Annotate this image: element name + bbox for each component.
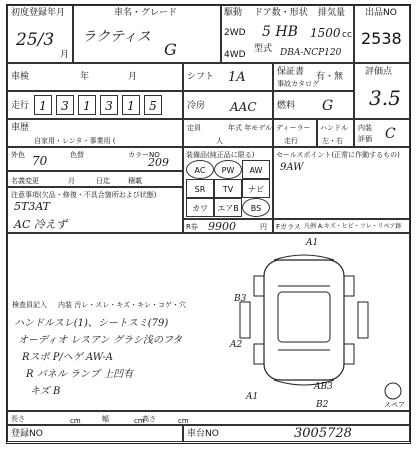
diagram-mark-ab3: AB3: [314, 382, 333, 392]
sales-point-label: セールスポイント(正常に作動するもの): [276, 151, 400, 159]
mileage-cell: [7, 91, 183, 119]
reg-no-label: 登録NO: [11, 429, 43, 439]
equipment-item: TV: [214, 179, 242, 198]
r-ticket-cell: [183, 219, 273, 233]
mileage-digit: 1: [34, 95, 52, 115]
drive-cell: [221, 5, 354, 63]
fglass-label: Fガラス: [276, 223, 301, 231]
side-panel-right: [358, 302, 368, 338]
sales-point-cell: [273, 147, 410, 219]
dimensions-cell: [7, 411, 410, 425]
equipment-label: 装備品(純正品に限る): [186, 151, 255, 159]
equipment-item: カワ: [186, 198, 214, 217]
inspector-note-line: R パネル ランプ 上凹有: [26, 369, 134, 380]
car-body-outline: [264, 260, 344, 380]
car-roof: [278, 292, 330, 342]
dealer-value: 走行: [284, 137, 298, 145]
equipment-item: AW: [242, 160, 270, 179]
displacement-value: 1500: [310, 26, 341, 40]
exhibit-no-value: 2538: [361, 29, 402, 48]
inspector-area: [7, 233, 410, 411]
sales-point-value: 9AW: [280, 162, 304, 173]
eval-cell: [354, 63, 410, 119]
auction-sheet: [6, 4, 411, 444]
name-change-label: 名義変更: [11, 177, 39, 185]
wheel-fr: [344, 276, 354, 296]
outer-color-label: 外色: [11, 151, 25, 159]
history-cell: [7, 119, 183, 147]
capacity-unit: 人: [216, 137, 223, 145]
chassis-label: 車台NO: [187, 429, 219, 439]
model-label: 型式: [254, 44, 273, 54]
cc-unit: cc: [342, 30, 352, 40]
fuel-label: 燃料: [277, 101, 296, 111]
inspector-note-line: ハンドルスレ(1)、シートスミ(79): [14, 318, 169, 329]
name-change-month: 月: [68, 177, 75, 185]
equipment-item: BS: [242, 198, 270, 217]
inspection-label: 車検: [11, 72, 30, 82]
first-reg-label: 初度登録年月: [11, 8, 66, 18]
diagram-mark-a2: A2: [230, 340, 243, 350]
mileage-digit: 1: [78, 95, 96, 115]
history-options: 自家用・レンタ・事業用 (: [34, 137, 116, 145]
capacity-cell: [183, 119, 273, 147]
inspector-note-line: キズ B: [30, 386, 61, 397]
exhibit-no-cell: [354, 5, 410, 63]
colors-cell: [7, 147, 183, 171]
fglass-cell: [273, 219, 410, 233]
ac-cell: [183, 91, 273, 119]
wheel-fl: [254, 276, 264, 296]
shift-label: シフト: [187, 72, 215, 82]
interior-cell: [354, 119, 410, 147]
door-value: 5 HB: [262, 24, 298, 40]
color-change-label: 色替: [70, 151, 84, 159]
car-name-value: ラクティス: [82, 29, 151, 45]
handle-cell: [317, 119, 354, 147]
name-change-date: 日迄: [96, 177, 110, 185]
warranty-cell: [273, 63, 354, 91]
door-label: ドア数・形状: [254, 8, 308, 18]
car-diagram: [234, 246, 384, 396]
front-bumper: [274, 255, 334, 260]
notes-line2: AC 冷えず: [14, 218, 67, 231]
diagram-mark-b3: B3: [234, 294, 247, 304]
ac-value: AAC: [230, 100, 257, 114]
inspection-month-unit: 月: [128, 72, 138, 82]
mileage-digit: 1: [122, 95, 140, 115]
handle-value: 左・右: [322, 137, 343, 145]
model-value: DBA-NCP120: [280, 48, 342, 58]
interior-eval: 評価: [358, 135, 372, 143]
mileage-digit: 3: [56, 95, 74, 115]
height-unit: cm: [178, 417, 189, 425]
first-reg-cell: [7, 5, 73, 63]
recycle-cell: [7, 171, 183, 187]
exhibit-no-label: 出品NO: [365, 8, 397, 18]
side-panel-left: [240, 302, 250, 338]
reg-no-cell: [7, 425, 183, 442]
inspector-note-line: オーディオ レスアン グラシ浅のフタ: [18, 335, 183, 346]
ac-label: 冷房: [187, 101, 206, 111]
equipment-item: エアB: [214, 198, 242, 217]
notes-label: 注意事項(欠品・修復・不具合箇所および状態): [11, 191, 157, 199]
r-ticket-unit: 円: [260, 223, 267, 231]
history-label: 車歴: [11, 123, 30, 133]
new-model-label: 年式 年モデル: [228, 124, 272, 132]
dealer-cell: [273, 119, 317, 147]
handle-label: ハンドル: [320, 124, 348, 132]
diagram-mark-a1-top: A1: [306, 238, 319, 248]
warranty-value: 有・無: [316, 72, 344, 82]
notes-cell: [7, 187, 183, 233]
notes-line1: 5T3AT: [14, 200, 51, 213]
chassis-value: 3005728: [294, 426, 352, 441]
inspection-year-unit: 年: [80, 72, 90, 82]
diagram-mark-a1-bottom: A1: [246, 392, 259, 402]
equipment-cell: [183, 147, 273, 219]
equipment-item: SR: [186, 179, 214, 198]
length-unit: cm: [70, 417, 81, 425]
width-label: 幅: [102, 415, 109, 423]
first-reg-value: 25/3: [16, 30, 55, 50]
height-label: 高さ: [142, 415, 156, 423]
inspector-note-line: Rスポ P/ヘゲ AW-A: [22, 352, 113, 363]
mileage-label: 走行: [11, 101, 30, 111]
equipment-item: AC: [186, 160, 214, 179]
drive-label: 駆動: [224, 8, 243, 18]
equipment-item: PW: [214, 160, 242, 179]
chassis-cell: [183, 425, 410, 442]
color-no-label: カラーNO: [128, 151, 160, 159]
wheel-rr: [344, 344, 354, 364]
legend-label: 凡例 A:キズ・ヒビ・フレ・リペア跡: [304, 223, 402, 230]
grade-value: G: [164, 40, 177, 59]
r-ticket-label: R券: [186, 223, 198, 231]
mileage-digit: 3: [100, 95, 118, 115]
interior-label: 内装: [358, 124, 372, 132]
fuel-cell: [273, 91, 354, 119]
r-ticket-value: 9900: [208, 220, 236, 233]
inspector-tags: 内装 汚レ・スレ・キズ・キレ・コゲ・穴: [58, 301, 187, 309]
spare-tire-icon: [384, 382, 402, 400]
inspector-label: 検査員記入: [12, 301, 47, 309]
color-no-value: 209: [148, 156, 169, 169]
car-name-label: 車名・グレード: [114, 8, 178, 18]
shift-cell: [183, 63, 273, 91]
warranty-label: 保証書: [277, 67, 305, 77]
inspection-cell: [7, 63, 183, 91]
eval-label: 評価点: [365, 67, 393, 77]
diagram-mark-b2: B2: [316, 400, 329, 410]
wheel-rl: [254, 344, 264, 364]
first-reg-month-unit: 月: [60, 50, 70, 60]
capacity-label: 定員: [187, 124, 201, 132]
warranty-sub: 事故カタログ: [277, 80, 319, 88]
dealer-label: ディーラー: [276, 124, 311, 132]
mileage-digit: 5: [144, 95, 162, 115]
equipment-item: ナビ: [242, 179, 270, 198]
interior-value: C: [385, 126, 396, 142]
fuel-value: G: [322, 98, 334, 114]
car-name-cell: [73, 5, 221, 63]
drive-2wd: 2WD: [224, 28, 246, 38]
eval-value: 3.5: [369, 86, 401, 110]
displacement-label: 排気量: [318, 8, 346, 18]
length-label: 長さ: [11, 415, 25, 423]
outer-color-value: 70: [32, 154, 48, 168]
accumulated-label: 積載: [128, 177, 142, 185]
spare-label: スペア: [384, 401, 405, 409]
shift-value: 1A: [228, 70, 246, 85]
width-unit: cm: [134, 417, 145, 425]
drive-4wd: 4WD: [224, 50, 246, 60]
